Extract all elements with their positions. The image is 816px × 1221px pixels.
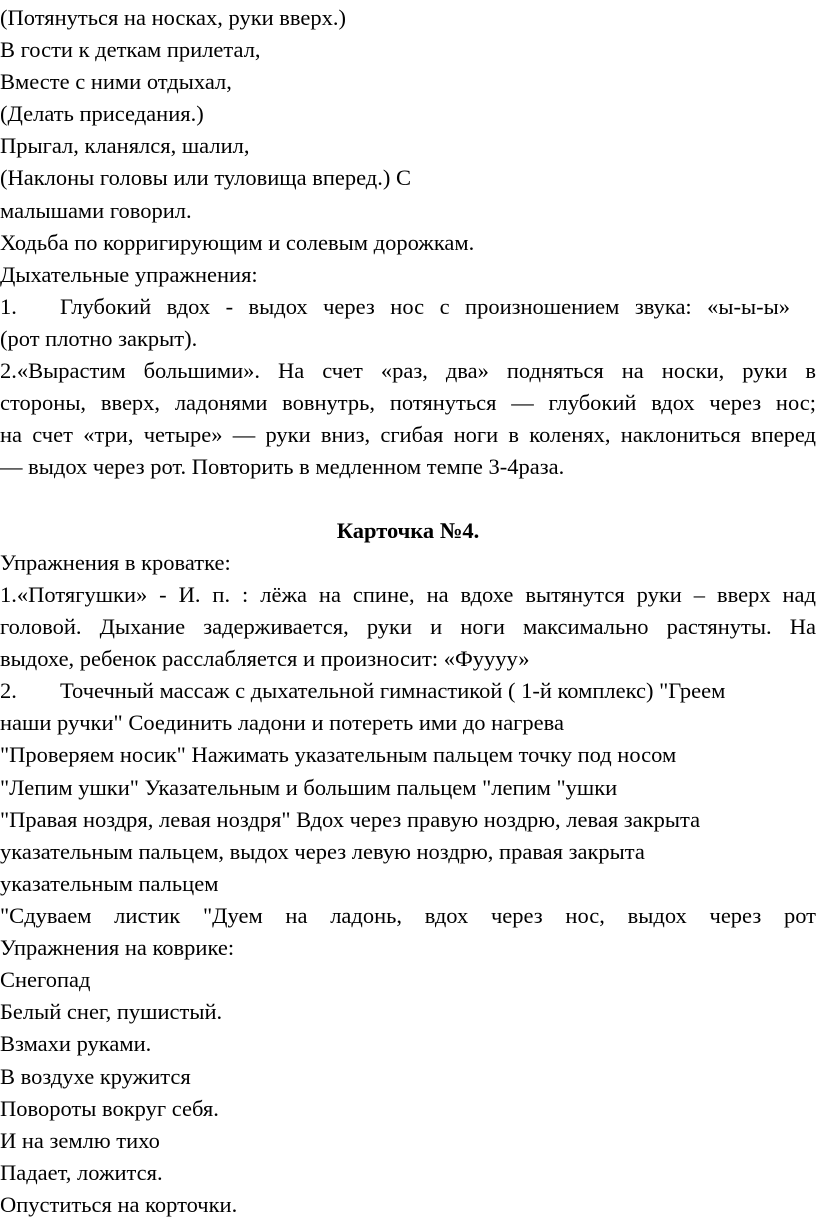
section-heading: Упражнения в кроватке:	[0, 549, 231, 575]
text-line: В гости к деткам прилетал,	[0, 36, 261, 62]
list-number: 2.	[0, 678, 17, 704]
poem-line: Белый снег, пушистый.	[0, 999, 223, 1025]
card-title: Карточка №4.	[336, 517, 480, 543]
text-line: 1.«Потягушки» - И. п. : лёжа на спине, на вдохе вытянутся руки – вверх над	[0, 581, 816, 607]
text-line: "Лепим ушки" Указательным и большим пальцем "лепим "ушки	[0, 774, 618, 800]
text-line: малышами говорил.	[0, 197, 192, 223]
list-item	[0, 291, 816, 323]
text-line: "Сдуваем листик "Дуем на ладонь, вдох через нос, выдох через рот	[0, 903, 816, 928]
poem-line: Повороты вокруг себя.	[0, 1095, 219, 1121]
poem-line: Опуститься на корточки.	[0, 1192, 238, 1217]
text-line: 2.«Вырастим большими». На счет «раз, два» подняться на носки, руки в	[0, 358, 816, 384]
text-line: выдохе, ребенок расслабляется и произносит: «Фуууу»	[0, 646, 530, 672]
text-line: Ходьба по корригирующим и солевым дорожкам.	[0, 229, 475, 255]
text-line: (рот плотно закрыт).	[0, 325, 198, 351]
text-line: стороны, вверх, ладонями вовнутрь, потянуться — глубокий вдох через нос;	[0, 390, 816, 416]
text-line: указательным пальцем, выдох через левую ноздрю, правая закрыта	[0, 838, 645, 864]
text-line: наши ручки" Соединить ладони и потереть ими до нагрева	[0, 710, 564, 736]
list-item-text: Глубокий вдох - выдох через нос с произношением звука: «ы-ы-ы»	[60, 293, 790, 319]
list-number: 1.	[0, 293, 17, 319]
section-heading: Упражнения на коврике:	[0, 935, 235, 961]
poem-line: Взмахи руками.	[0, 1031, 152, 1057]
text-line: Дыхательные упражнения:	[0, 261, 258, 287]
list-item-text: Точечный массаж с дыхательной гимнастикой ( 1-й комплекс) "Греем	[60, 678, 726, 704]
text-line: (Наклоны головы или туловища вперед.) С	[0, 165, 411, 191]
text-line: (Делать приседания.)	[0, 101, 204, 127]
poem-line: Падает, ложится.	[0, 1159, 163, 1185]
text-line: "Правая ноздря, левая ноздря" Вдох через правую ноздрю, левая закрыта	[0, 806, 701, 832]
text-line: на счет «три, четыре» — руки вниз, сгибая ноги в коленях, наклониться вперед	[0, 422, 816, 448]
text-line: Прыгал, кланялся, шалил,	[0, 133, 250, 159]
text-line: указательным пальцем	[0, 870, 219, 896]
text-line: головой. Дыхание задерживается, руки и ноги максимально растянуты. На	[0, 614, 816, 640]
poem-line: Снегопад	[0, 967, 91, 993]
list-item	[0, 675, 816, 707]
text-line: (Потянуться на носках, руки вверх.)	[0, 4, 347, 30]
text-line: Вместе с ними отдыхал,	[0, 69, 232, 95]
poem-line: В воздухе кружится	[0, 1063, 191, 1089]
poem-line: И на землю тихо	[0, 1127, 160, 1153]
text-line: "Проверяем носик" Нажимать указательным пальцем точку под носом	[0, 742, 677, 768]
text-line: — выдох через рот. Повторить в медленном темпе 3-4раза.	[0, 454, 565, 480]
